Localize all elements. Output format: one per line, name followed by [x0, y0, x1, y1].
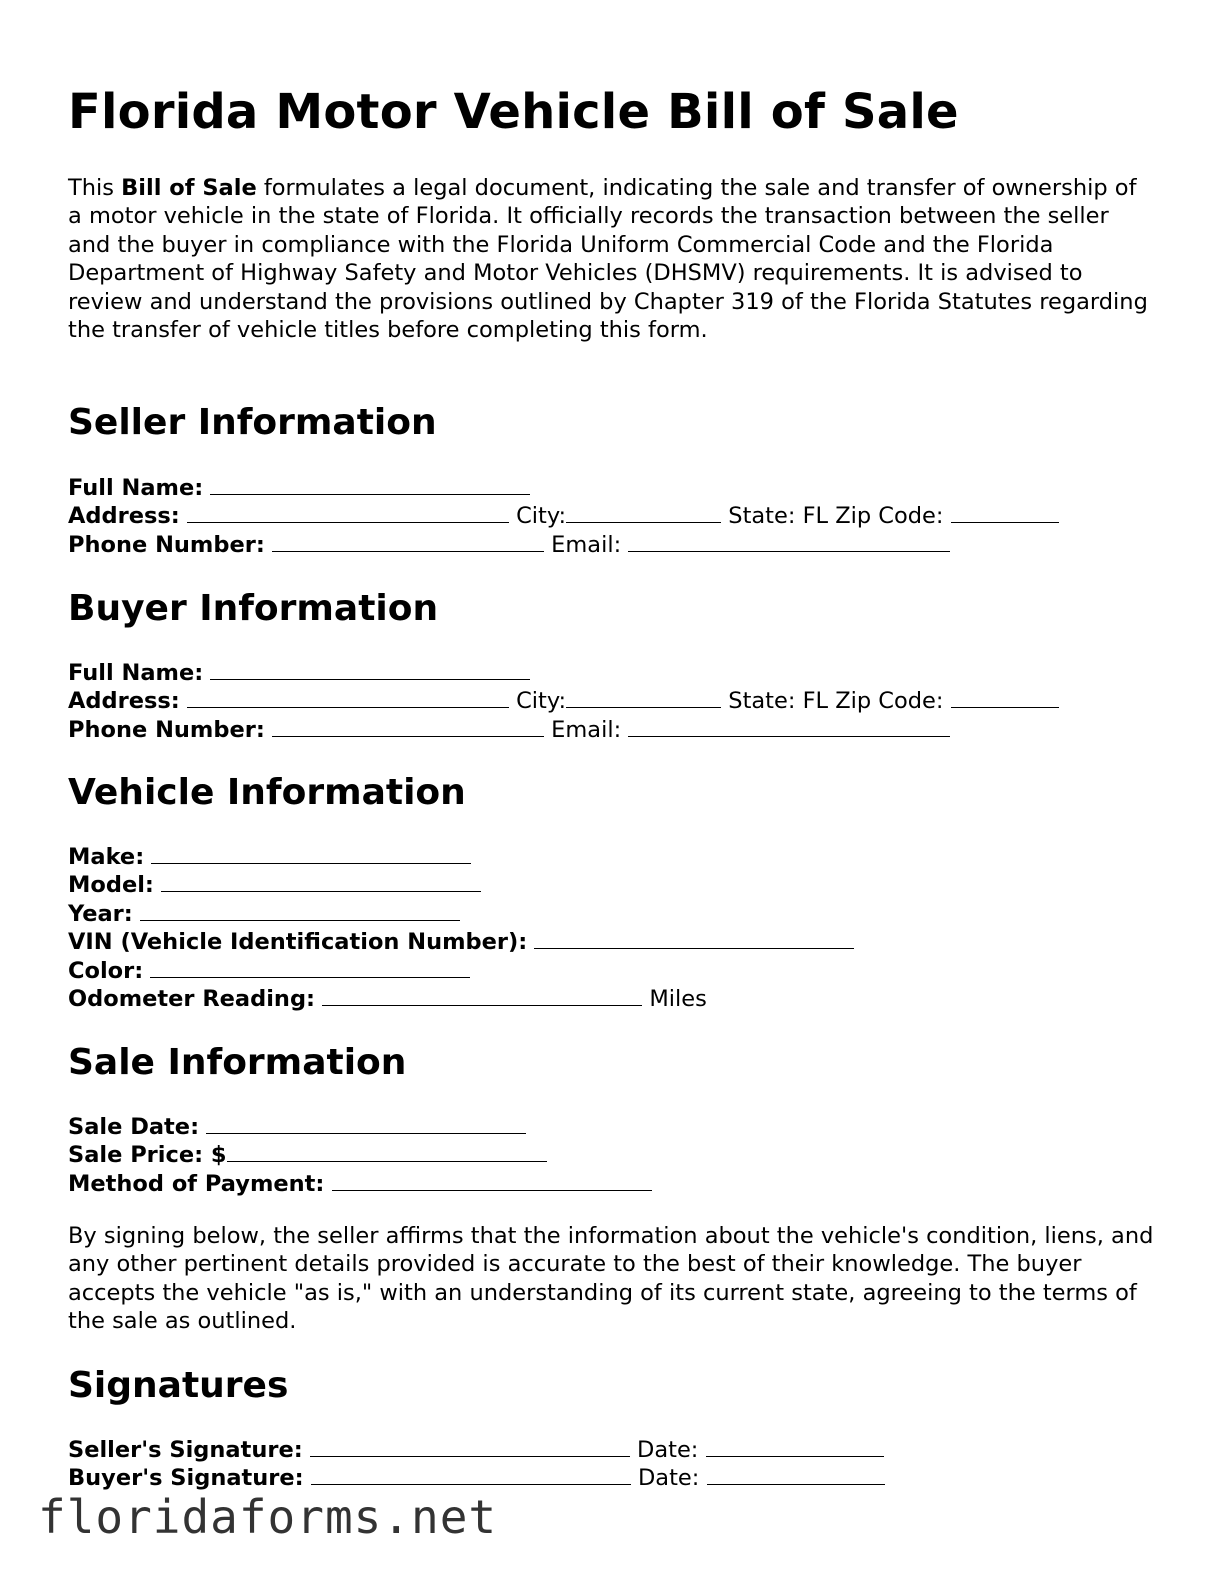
buyer-signature-label: Buyer's Signature: [68, 1465, 304, 1492]
seller-zip-field[interactable] [951, 502, 1059, 523]
vehicle-year-field[interactable] [140, 900, 460, 921]
sale-price-label: Sale Price: $ [68, 1142, 227, 1169]
vehicle-heading: Vehicle Information [68, 772, 466, 813]
signatures-heading: Signatures [68, 1365, 289, 1406]
buyer-zip-field[interactable] [951, 687, 1059, 708]
sale-fields [68, 1113, 652, 1198]
buyer-heading: Buyer Information [68, 588, 439, 629]
sale-price-field[interactable] [227, 1141, 547, 1162]
buyer-city-label: City: [516, 688, 567, 715]
footer-watermark: floridaforms.net [38, 1490, 498, 1544]
intro-bold: Bill of Sale [121, 175, 257, 201]
buyer-city-field[interactable] [566, 687, 721, 708]
vehicle-make-label: Make: [68, 844, 145, 870]
seller-heading: Seller Information [68, 402, 437, 443]
seller-full-name-field[interactable] [210, 474, 530, 495]
seller-state-zip-label: State: FL Zip Code: [728, 503, 944, 530]
intro-lead: This [68, 175, 122, 201]
vehicle-color-label: Color: [68, 957, 144, 984]
buyer-phone-field[interactable] [272, 716, 544, 737]
buyer-fields [68, 659, 1059, 744]
buyer-full-name-field[interactable] [210, 659, 530, 680]
seller-full-name-label: Full Name: [68, 475, 204, 501]
intro-paragraph [68, 174, 1148, 344]
sale-date-field[interactable] [206, 1113, 526, 1134]
buyer-email-label: Email: [551, 716, 622, 743]
vehicle-year-label: Year: [68, 900, 133, 927]
seller-email-field[interactable] [628, 531, 950, 552]
vehicle-model-field[interactable] [161, 871, 481, 892]
affirmation-paragraph: By signing below, the seller affirms that the information about the vehicle's condition, liens, and any other pertinent details provided is accurate to the best of their knowledge. The buyer accepts the vehicle "as is," with an understanding of its current state, agreeing to the terms of the sale as outlined. [68, 1223, 1154, 1335]
vehicle-odometer-field[interactable] [322, 985, 642, 1006]
vehicle-color-field[interactable] [150, 957, 470, 978]
buyer-address-field[interactable] [187, 687, 509, 708]
buyer-address-label: Address: [68, 688, 180, 715]
seller-date-field[interactable] [706, 1436, 884, 1457]
buyer-phone-label: Phone Number: [68, 716, 265, 743]
buyer-full-name-label: Full Name: [68, 660, 204, 686]
seller-phone-label: Phone Number: [68, 531, 265, 558]
signature-fields [68, 1436, 885, 1493]
vehicle-make-field[interactable] [151, 843, 471, 864]
seller-phone-field[interactable] [272, 531, 544, 552]
vehicle-model-label: Model: [68, 872, 154, 899]
buyer-date-label: Date: [637, 1465, 700, 1492]
seller-signature-field[interactable] [310, 1436, 630, 1457]
intro-rest: formulates a legal document, indicating the sale and transfer of ownership of a motor vehicle in the state of Florida. It officially records the transaction between the seller and the buyer in compliance with the Florida Uniform Commercial Code and the Florida Department of Highway Safety and Motor Vehicles (DHSMV) requirements. It is advised to review and understand the provisions outlined by Chapter 319 of the Florida Statutes regarding the transfer of vehicle titles before completing this form. [68, 175, 1148, 344]
seller-address-label: Address: [68, 503, 180, 530]
buyer-signature-field[interactable] [311, 1464, 631, 1485]
seller-signature-label: Seller's Signature: [68, 1437, 303, 1463]
vehicle-odometer-label: Odometer Reading: [68, 985, 316, 1012]
seller-city-field[interactable] [566, 502, 721, 523]
seller-date-label: Date: [637, 1437, 699, 1463]
vehicle-vin-field[interactable] [534, 928, 854, 949]
seller-fields [68, 474, 1059, 559]
sale-payment-field[interactable] [332, 1170, 652, 1191]
sale-date-label: Sale Date: [68, 1114, 200, 1140]
vehicle-vin-label: VIN (Vehicle Identification Number): [68, 929, 528, 956]
buyer-email-field[interactable] [628, 716, 950, 737]
vehicle-fields [68, 843, 854, 1013]
seller-address-field[interactable] [187, 502, 509, 523]
page-title: Florida Motor Vehicle Bill of Sale [68, 84, 959, 140]
seller-email-label: Email: [551, 531, 622, 558]
seller-city-label: City: [516, 503, 567, 530]
sale-payment-label: Method of Payment: [68, 1170, 325, 1197]
vehicle-miles-unit: Miles [649, 985, 707, 1012]
buyer-date-field[interactable] [707, 1464, 885, 1485]
sale-heading: Sale Information [68, 1042, 407, 1083]
buyer-state-zip-label: State: FL Zip Code: [728, 688, 944, 715]
